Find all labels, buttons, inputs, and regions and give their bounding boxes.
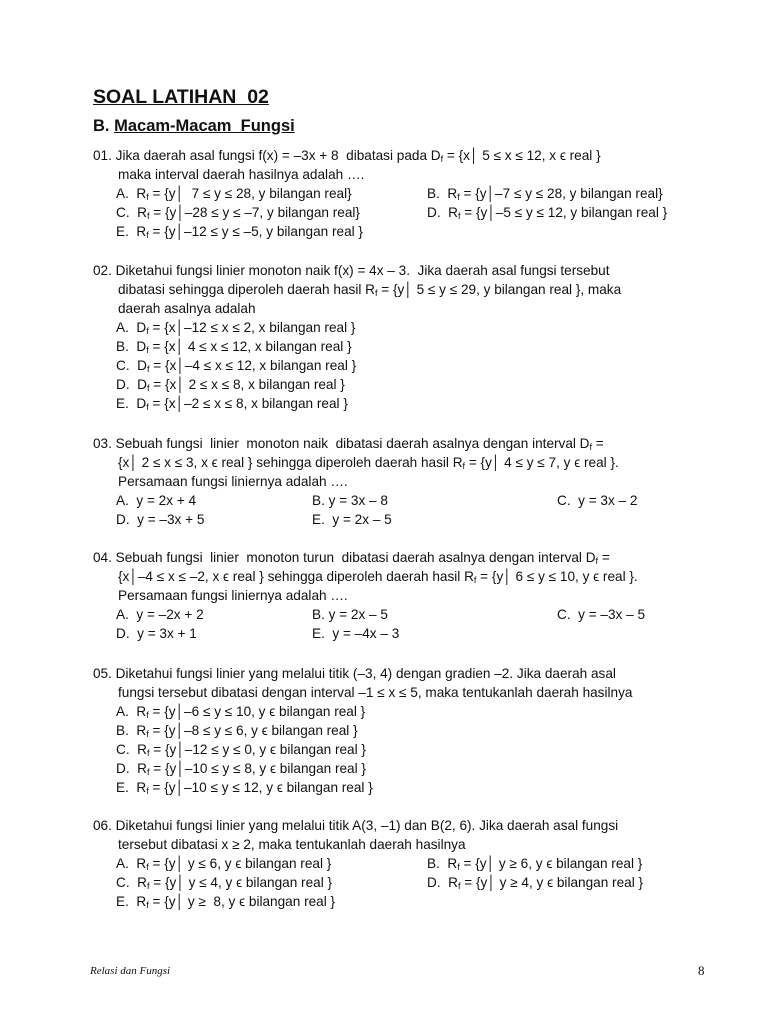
question-text: fungsi tersebut dibatasi dengan interval –1 ≤ x ≤ 5, maka tentukanlah daerah hasilnya: [118, 685, 633, 700]
option-e: E. $R_f$ = {y│ y ≥ 8, y ϵ bilangan real }: [116, 894, 336, 910]
option-b: B. $R_f$ = {y│–7 ≤ y ≤ 28, y bilangan real}: [427, 186, 663, 202]
option-b: B. $R_f$ = {y│ y ≥ 6, y ϵ bilangan real }: [427, 856, 643, 872]
question-text: 01. Jika daerah asal fungsi f(x) = –3x + 8 dibatasi pada $D_f$ = {x│ 5 ≤ x ≤ 12, x ϵ real }: [93, 148, 601, 164]
footer-title: Relasi dan Fungsi: [90, 965, 171, 977]
option-b: B. y = 2x – 5: [312, 607, 388, 622]
question-text: 03. Sebuah fungsi linier monoton naik dibatasi daerah asalnya dengan interval $D_f$ =: [93, 436, 604, 452]
question-text: tersebut dibatasi x ≥ 2, maka tentukanlah daerah hasilnya: [118, 837, 466, 852]
option-c: C. y = –3x – 5: [557, 607, 646, 622]
option-c: C. y = 3x – 2: [557, 493, 638, 508]
option-e: E. y = 2x – 5: [312, 512, 392, 527]
option-d: D. $R_f$ = {y│–10 ≤ y ≤ 8, y ϵ bilangan real }: [116, 761, 366, 777]
question-text: 04. Sebuah fungsi linier monoton turun dibatasi daerah asalnya dengan interval $D_f$ =: [93, 550, 610, 566]
section-heading: [93, 117, 295, 136]
option-b: B. $R_f$ = {y│–8 ≤ y ≤ 6, y ϵ bilangan real }: [116, 723, 358, 739]
question-text: 05. Diketahui fungsi linier yang melalui titik (–3, 4) dengan gradien –2. Jika daerah asal: [93, 666, 616, 681]
section-prefix: B.: [93, 117, 115, 135]
option-c: C. $R_f$ = {y│ y ≤ 4, y ϵ bilangan real }: [116, 875, 333, 891]
option-c: C. $R_f$ = {y│–28 ≤ y ≤ –7, y bilangan real}: [116, 205, 360, 221]
option-d: D. y = –3x + 5: [116, 512, 205, 527]
option-e: E. y = –4x – 3: [312, 626, 400, 641]
question-text: Persamaan fungsi liniernya adalah ….: [118, 474, 348, 489]
option-a: A. $R_f$ = {y│ y ≤ 6, y ϵ bilangan real }: [116, 856, 332, 872]
question-text: maka interval daerah hasilnya adalah ….: [118, 167, 365, 182]
question-text: 06. Diketahui fungsi linier yang melalui titik A(3, –1) dan B(2, 6). Jika daerah asal fungsi: [93, 818, 619, 833]
page-title: SOAL LATIHAN 02: [93, 86, 269, 108]
option-a: A. y = 2x + 4: [116, 493, 197, 508]
option-c: C. $R_f$ = {y│–12 ≤ y ≤ 0, y ϵ bilangan real }: [116, 742, 366, 758]
question-text: {x│–4 ≤ x ≤ –2, x ϵ real } sehingga diperoleh daerah hasil $R_f$ = {y│ 6 ≤ y ≤ 10, y ϵ real }.: [118, 569, 638, 585]
option-a: A. $D_f$ = {x│–12 ≤ x ≤ 2, x bilangan real }: [116, 320, 356, 336]
question-text: {x│ 2 ≤ x ≤ 3, x ϵ real } sehingga diperoleh daerah hasil $R_f$ = {y│ 4 ≤ y ≤ 7, y ϵ real }.: [118, 455, 619, 471]
option-a: A. y = –2x + 2: [116, 607, 204, 622]
page-number: 8: [698, 963, 705, 978]
option-e: E. $R_f$ = {y│–12 ≤ y ≤ –5, y bilangan real }: [116, 224, 363, 240]
question-text: Persamaan fungsi liniernya adalah ….: [118, 588, 348, 603]
section-name: Macam-Macam Fungsi: [114, 117, 295, 135]
option-e: E. $D_f$ = {x│–2 ≤ x ≤ 8, x bilangan real }: [116, 396, 348, 412]
option-c: C. $D_f$ = {x│–4 ≤ x ≤ 12, x bilangan real }: [116, 358, 357, 374]
option-d: D. $D_f$ = {x│ 2 ≤ x ≤ 8, x bilangan real }: [116, 377, 345, 393]
option-b: B. $D_f$ = {x│ 4 ≤ x ≤ 12, x bilangan real }: [116, 339, 352, 355]
question-text: 02. Diketahui fungsi linier monoton naik f(x) = 4x – 3. Jika daerah asal fungsi tersebut: [93, 263, 610, 278]
option-d: D. $R_f$ = {y│–5 ≤ y ≤ 12, y bilangan real }: [427, 205, 668, 221]
option-d: D. $R_f$ = {y│ y ≥ 4, y ϵ bilangan real }: [427, 875, 644, 891]
question-text: dibatasi sehingga diperoleh daerah hasil $R_f$ = {y│ 5 ≤ y ≤ 29, y bilangan real }, maka: [118, 282, 622, 298]
option-d: D. y = 3x + 1: [116, 626, 197, 641]
question-text: daerah asalnya adalah: [118, 301, 256, 316]
option-e: E. $R_f$ = {y│–10 ≤ y ≤ 12, y ϵ bilangan real }: [116, 780, 373, 796]
option-a: A. $R_f$ = {y│ 7 ≤ y ≤ 28, y bilangan real}: [116, 186, 352, 202]
option-b: B. y = 3x – 8: [312, 493, 388, 508]
option-a: A. $R_f$ = {y│–6 ≤ y ≤ 10, y ϵ bilangan real }: [116, 704, 366, 720]
